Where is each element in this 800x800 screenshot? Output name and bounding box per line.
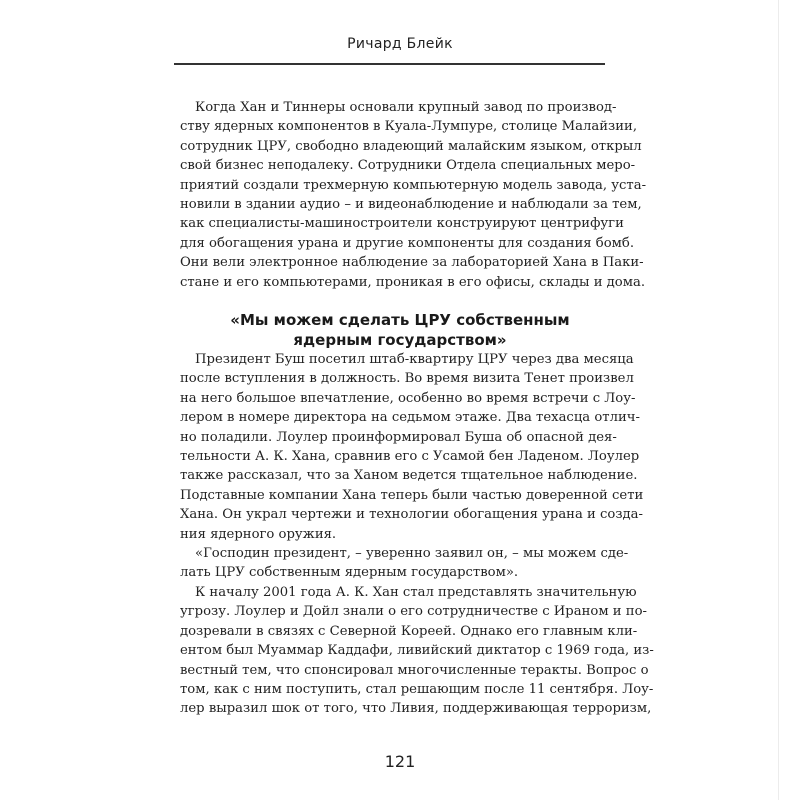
text-line: после вступления в должность. Во время визита Тенет произвел [180,371,634,387]
page-edge [778,0,779,800]
text-line: Президент Буш посетил штаб-квартиру ЦРУ через два месяца [195,352,634,367]
text-line: сотрудник ЦРУ, свободно владеющий малайским языком, открыл [180,138,642,154]
section-heading-line: «Мы можем сделать ЦРУ собственным [230,311,570,329]
page-number: 121 [384,752,416,771]
text-line: свой бизнес неподалеку. Сотрудники Отдела специальных меро- [180,158,636,174]
text-line: ния ядерного оружия. [180,526,337,542]
text-line: тельности А. К. Хана, сравнив его с Усамой бен Ладеном. Лоулер [180,449,640,464]
text-line: «Господин президент, – уверенно заявил он, – мы можем сде- [195,546,629,561]
text-line: том, как с ним поступить, стал решающим после 11 сентября. Лоу- [180,682,654,697]
text-line: лером в номере директора на седьмом этаже. Два техасца отлич- [180,410,640,426]
text-line: приятий создали трехмерную компьютерную модель завода, уста- [180,177,647,193]
header-rule [174,63,605,65]
text-line: угрозу. Лоулер и Дойл знали о его сотрудничестве с Ираном и по- [180,604,647,620]
text-line: лать ЦРУ собственным ядерным государством». [180,565,519,581]
text-line: но поладили. Лоулер проинформировал Буша об опасной дея- [180,429,617,445]
text-line: новили в здании аудио – и видеонаблюдение и наблюдали за тем, [180,197,642,212]
text-line: лер выразил шок от того, что Ливия, поддерживающая терроризм, [180,701,652,717]
text-line: стане и его компьютерами, проникая в его офисы, склады и дома. [180,274,646,290]
section-heading-line: ядерным государством» [293,331,507,349]
text-line: как специалисты-машиностроители конструируют центрифуги [180,216,624,232]
text-line: Они вели электронное наблюдение за лабораторией Хана в Паки- [180,255,644,271]
text-line: на него большое впечатление, особенно во время встречи с Лоу- [180,390,636,406]
text-line: также рассказал, что за Ханом ведется тщательное наблюдение. [180,468,638,484]
text-line: Когда Хан и Тиннеры основали крупный завод по производ- [195,100,617,115]
text-line: ству ядерных компонентов в Куала-Лумпуре, столице Малайзии, [180,119,638,135]
text-line: Подставные компании Хана теперь были частью доверенной сети [180,487,644,503]
text-line: Хана. Он украл чертежи и технологии обогащения урана и созда- [180,507,643,523]
running-head: Ричард Блейк [347,36,453,52]
text-line: дозревали в связях с Северной Кореей. Однако его главным кли- [180,623,638,639]
text-line: ентом был Муаммар Каддафи, ливийский диктатор с 1969 года, из- [180,643,654,659]
text-line: вестный тем, что спонсировал многочисленные теракты. Вопрос о [180,662,649,678]
text-line: для обогащения урана и другие компоненты для создания бомб. [180,235,635,251]
text-line: К началу 2001 года А. К. Хан стал представлять значительную [195,585,637,600]
